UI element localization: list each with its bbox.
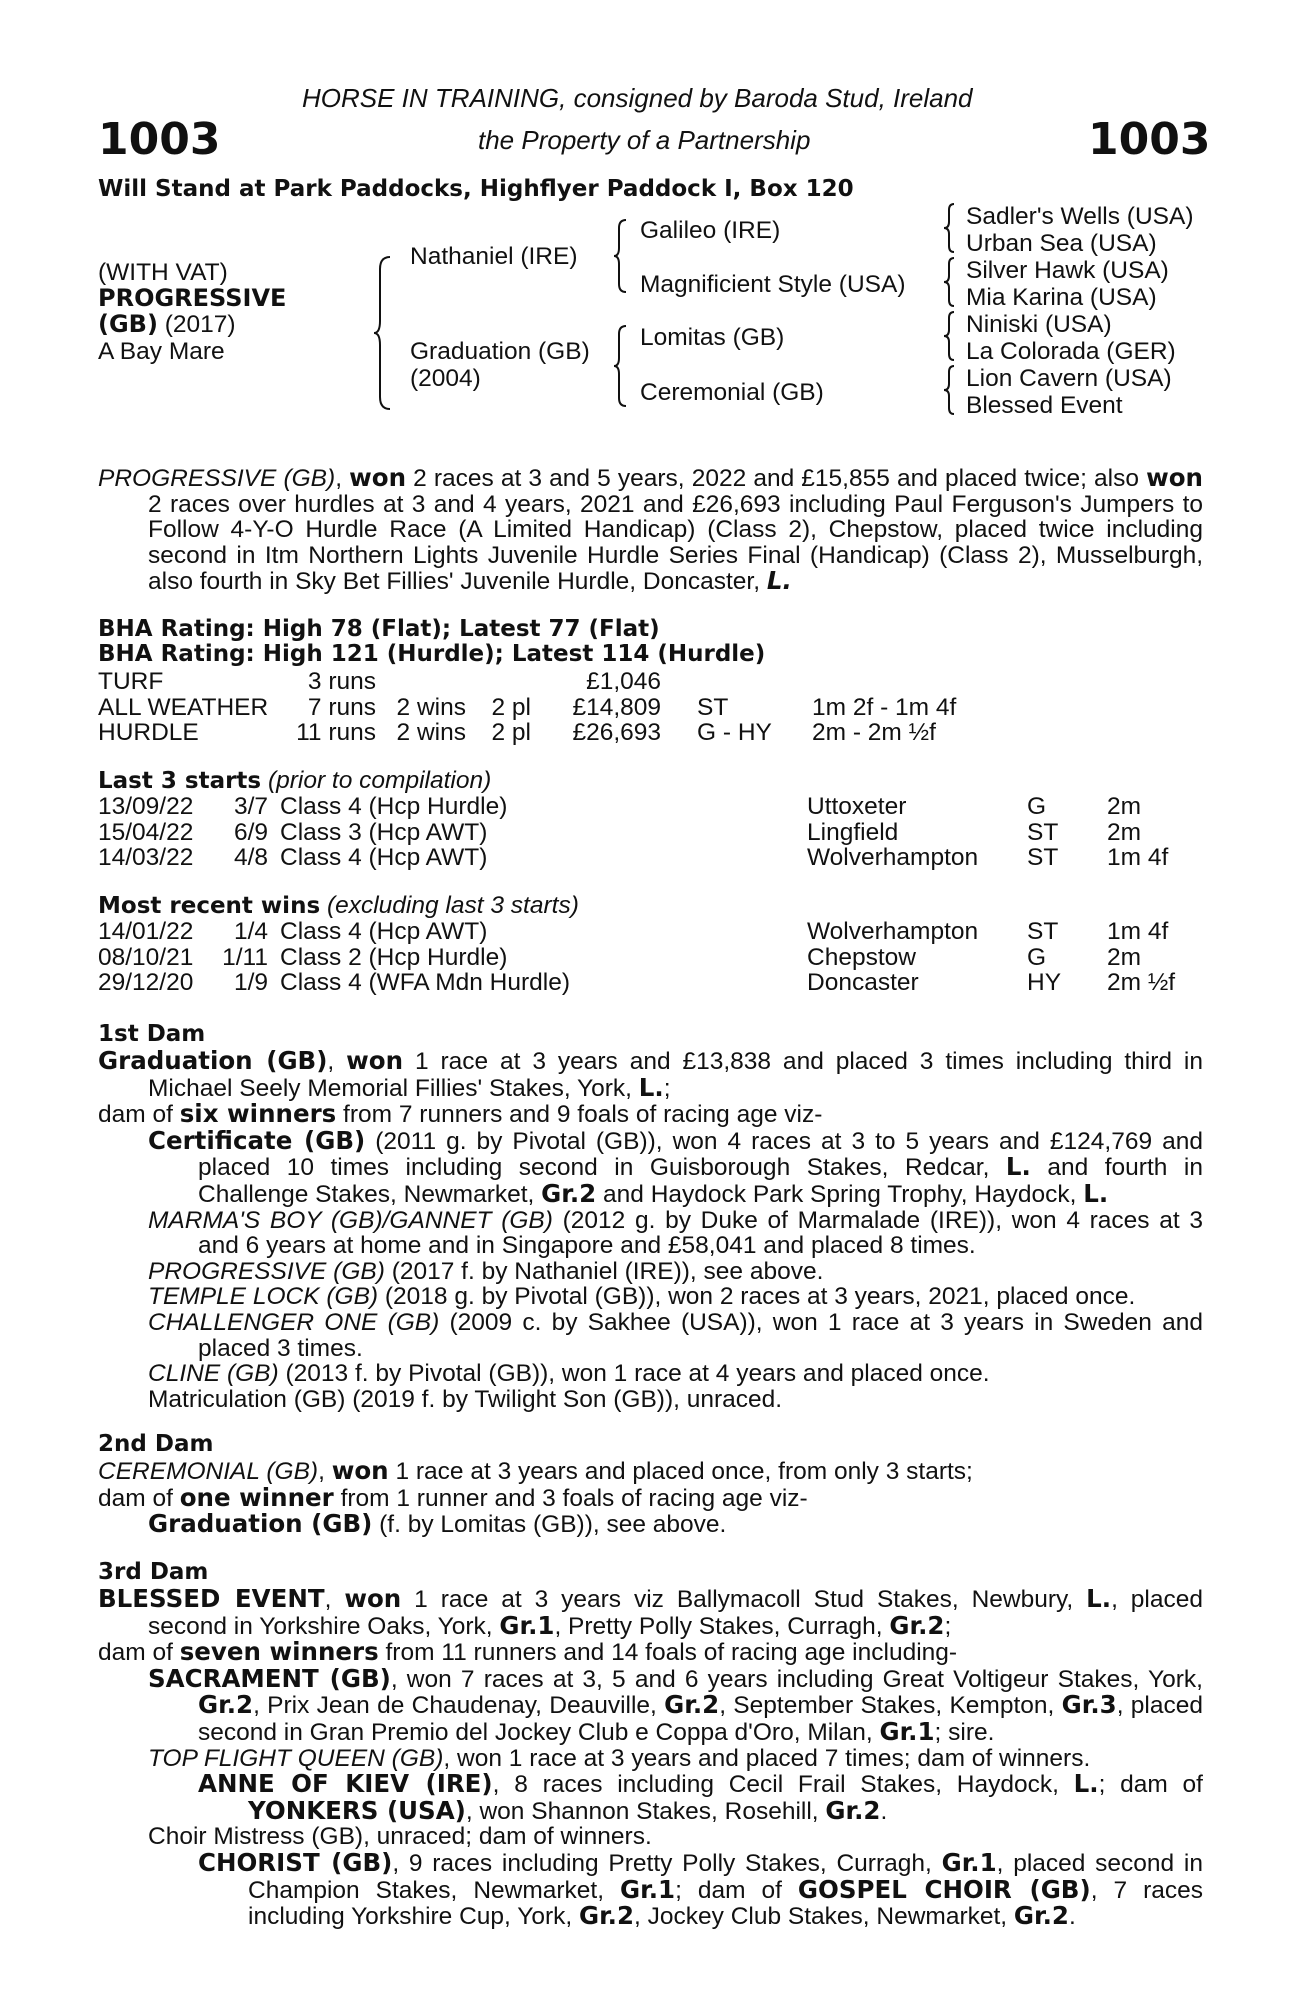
horse-year: (2017) xyxy=(164,311,236,338)
pedigree-dam-sire: Lomitas (GB) xyxy=(640,324,785,351)
ratings-row-going xyxy=(661,669,812,695)
pedigree-brace-ds xyxy=(942,310,956,362)
ratings-row-surface: ALL WEATHER xyxy=(98,693,269,721)
recent-row-course: Wolverhampton xyxy=(807,918,979,945)
recent-row-course: Chepstow xyxy=(807,943,916,971)
header-line-2: the Property of a Partnership xyxy=(478,125,811,155)
ratings-row-prize: £14,809 xyxy=(572,693,661,721)
ratings-stats-table xyxy=(98,669,1012,746)
recent-row-date: 29/12/20 xyxy=(98,969,194,997)
dam1-produce-intro: dam of six winners from 7 runners and 9 foals of racing age viz- xyxy=(98,1099,823,1129)
pedigree-sds: Silver Hawk (USA) xyxy=(966,257,1169,284)
ratings-row-runs: 3 runs xyxy=(307,668,376,695)
ratings-row xyxy=(98,695,1012,721)
recent-row-going: ST xyxy=(1027,918,1059,945)
last3-row-dist: 2m xyxy=(1107,818,1142,846)
pedigree-dam: Graduation (GB) xyxy=(410,338,590,365)
ratings-row-placed xyxy=(466,669,531,695)
dam1-won: won xyxy=(346,1046,404,1075)
pedigree-sdd: Mia Karina (USA) xyxy=(966,284,1157,311)
pedigree-dds: Lion Cavern (USA) xyxy=(966,365,1172,392)
dam3-grandfoal-chorist: CHORIST (GB), 9 races including Pretty Polly Stakes, Curragh, Gr.1, placed second in Champion Stakes, Newmarket, Gr.1; dam of GOSPEL CHOIR (GB), 7 races including Yorkshire Cup, York, Gr.2, Jockey Club Stakes, Newmarket, Gr.2. xyxy=(198,1847,1203,1931)
ratings-row-going: ST xyxy=(697,693,729,721)
dam1-foal-temple-lock: TEMPLE LOCK (GB) (2018 g. by Pivotal (GB)), won 2 races at 3 years, 2021, placed once. xyxy=(148,1283,1136,1311)
last3-row-pos: 3/7 xyxy=(233,793,268,820)
recent-row-dist: 1m 4f xyxy=(1107,918,1169,945)
ratings-row-distance xyxy=(812,669,1012,695)
pedigree-sire: Nathaniel (IRE) xyxy=(410,243,578,270)
recent-row-date: 14/01/22 xyxy=(98,918,194,945)
pedigree-brace-sire xyxy=(612,218,628,294)
ratings-row-runs: 11 runs xyxy=(296,719,376,747)
summary-text-2: 2 races over hurdles at 3 and 4 years, 2021 and £26,693 including Paul Ferguson's Jumpers to Follow 4-Y-O Hurdle Race (A Limited Handicap) (Class 2), Chepstow, placed twice including second in Itm Northern Lights Juvenile Hurdle Series Final (Handicap) (Class 2), Musselburgh, also fourth in Sky Bet Fillies' Juvenile Hurdle, Doncaster, xyxy=(148,490,1203,596)
dam3-record: BLESSED EVENT, won 1 race at 3 years viz Ballymacoll Stud Stakes, Newbury, L., placed second in Yorkshire Oaks, York, Gr.1, Pretty Polly Stakes, Curragh, Gr.2; xyxy=(98,1584,1203,1640)
dam1-foal-marmas-boy: MARMA'S BOY (GB)/GANNET (GB) (2012 g. by Duke of Marmalade (IRE)), won 4 races at 3 and 6 years at home and in Singapore and £58,041 and placed 8 times. xyxy=(148,1206,1203,1260)
recent-row-race: Class 2 (Hcp Hurdle) xyxy=(280,943,508,971)
pedigree-dss: Niniski (USA) xyxy=(966,311,1112,338)
last3-row-going: ST xyxy=(1027,844,1059,872)
summary-text-1: 2 races at 3 and 5 years, 2022 and £15,855 and placed twice; also xyxy=(406,465,1147,492)
pedigree-brace-dam xyxy=(612,324,628,408)
recent-row-pos: 1/11 xyxy=(222,943,268,971)
pedigree-sss: Sadler's Wells (USA) xyxy=(966,203,1194,230)
ratings-row-prize: £26,693 xyxy=(572,719,661,747)
ratings-row-surface: HURDLE xyxy=(98,719,199,747)
dam3-grandfoal-anne-of-kiev: ANNE OF KIEV (IRE), 8 races including Cecil Frail Stakes, Haydock, L.; dam of YONKERS (USA), won Shannon Stakes, Rosehill, Gr.2. xyxy=(198,1769,1203,1825)
last3-row-course: Wolverhampton xyxy=(807,844,979,872)
horse-name: PROGRESSIVE xyxy=(98,284,287,312)
dam1-foal-progressive: PROGRESSIVE (GB) (2017 f. by Nathaniel (IRE)), see above. xyxy=(148,1257,824,1285)
last3-note: (prior to compilation) xyxy=(267,767,492,794)
ratings-row-runs: 7 runs xyxy=(307,693,376,721)
summary-won-2: won xyxy=(1146,463,1203,492)
last3-row-going: G xyxy=(1027,793,1047,820)
recent-row-dist: 2m ½f xyxy=(1107,969,1176,997)
recent-row xyxy=(98,945,1217,971)
ratings-row-surface: TURF xyxy=(98,668,164,695)
last3-row-going: ST xyxy=(1027,818,1059,846)
horse-description: A Bay Mare xyxy=(98,338,225,365)
stand-location: Will Stand at Park Paddocks, Highflyer Paddock I, Box 120 xyxy=(98,176,854,202)
last3-table xyxy=(98,794,1217,871)
recent-row-date: 08/10/21 xyxy=(98,943,194,971)
dam1-foal-matriculation: Matriculation (GB) (2019 f. by Twilight Son (GB)), unraced. xyxy=(148,1385,783,1413)
last3-row-date: 15/04/22 xyxy=(98,818,194,846)
recent-heading xyxy=(98,893,579,920)
dam1-foal-challenger-one: CHALLENGER ONE (GB) (2009 c. by Sakhee (USA)), won 1 race at 3 years in Sweden and placed 3 times. xyxy=(148,1308,1203,1362)
dam3-foal-sacrament: SACRAMENT (GB), won 7 races at 3, 5 and 6 years including Great Voltigeur Stakes, York, Gr.2, Prix Jean de Chaudenay, Deauville, Gr.2, September Stakes, Kempton, Gr.3, placed second in Gran Premio del Jockey Club e Coppa d'Oro, Milan, Gr.1; sire. xyxy=(148,1663,1204,1746)
recent-row-race: Class 4 (Hcp AWT) xyxy=(280,918,488,945)
last3-row xyxy=(98,845,1217,871)
pedigree-brace-dd xyxy=(942,364,956,416)
last3-row-race: Class 4 (Hcp AWT) xyxy=(280,844,488,872)
summary-horse-name: PROGRESSIVE (GB) xyxy=(98,465,336,492)
ratings-table xyxy=(98,669,1012,746)
race-summary xyxy=(98,465,1203,595)
summary-listed-mark: L. xyxy=(766,566,792,596)
horse-country: (GB) xyxy=(98,310,158,338)
last3-row-pos: 6/9 xyxy=(233,818,268,846)
recent-row-going: G xyxy=(1027,943,1047,971)
last3-row-course: Lingfield xyxy=(807,818,899,846)
header-line-1: HORSE IN TRAINING, consigned by Baroda Stud, Ireland xyxy=(302,83,973,113)
summary-won-1: won xyxy=(349,463,407,492)
dam1-record: Graduation (GB), won 1 race at 3 years and £13,838 and placed 3 times including third in Michael Seely Memorial Fillies' Stakes, York, L.; xyxy=(98,1046,1203,1102)
ratings-row-wins: 2 wins xyxy=(396,693,466,721)
dam3-section xyxy=(98,1586,1203,1930)
recent-row xyxy=(98,970,1217,996)
ratings-row xyxy=(98,669,1012,695)
recent-row-pos: 1/9 xyxy=(233,969,268,997)
pedigree-brace-ss xyxy=(942,202,956,254)
ratings-row-going: G - HY xyxy=(697,719,772,747)
pedigree-dam-year: (2004) xyxy=(410,365,481,392)
lot-number-left: 1003 xyxy=(98,114,221,165)
recent-row-dist: 2m xyxy=(1107,943,1142,971)
last3-row-dist: 1m 4f xyxy=(1107,844,1169,872)
dam1-foal-cline: CLINE (GB) (2013 f. by Pivotal (GB)), won 1 race at 4 years and placed once. xyxy=(148,1360,990,1388)
last3-row xyxy=(98,820,1217,846)
pedigree-brace-sd xyxy=(942,256,956,308)
dam2-heading: 2nd Dam xyxy=(98,1431,214,1457)
dam3-heading: 3rd Dam xyxy=(98,1559,209,1585)
horse-origin xyxy=(98,312,236,338)
recent-row-going: HY xyxy=(1027,969,1062,997)
ratings-row-prize: £1,046 xyxy=(586,668,661,695)
dam1-heading: 1st Dam xyxy=(98,1021,206,1047)
ratings-row-distance: 2m - 2m ½f xyxy=(812,719,936,747)
recent-row-course: Doncaster xyxy=(807,969,919,997)
dam2-record: CEREMONIAL (GB), won 1 race at 3 years and placed once, from only 3 starts; xyxy=(98,1456,973,1485)
dam3-foal-top-flight-queen: TOP FLIGHT QUEEN (GB), won 1 race at 3 years and placed 7 times; dam of winners. xyxy=(148,1744,1091,1772)
dam3-produce-intro: dam of seven winners from 11 runners and 14 foals of racing age including- xyxy=(98,1637,958,1667)
pedigree-dsd: La Colorada (GER) xyxy=(966,338,1176,365)
last3-row-date: 14/03/22 xyxy=(98,844,194,872)
pedigree-brace-main xyxy=(372,255,392,411)
recent-row-race: Class 4 (WFA Mdn Hurdle) xyxy=(280,969,570,997)
recent-row-pos: 1/4 xyxy=(233,918,268,945)
dam2-section xyxy=(98,1458,1203,1538)
recent-row xyxy=(98,919,1217,945)
last3-row-race: Class 3 (Hcp AWT) xyxy=(280,818,488,846)
ratings-row xyxy=(98,720,1012,746)
bha-rating-flat: BHA Rating: High 78 (Flat); Latest 77 (Flat) xyxy=(98,616,660,642)
recent-note: (excluding last 3 starts) xyxy=(326,892,579,919)
last3-row-course: Uttoxeter xyxy=(807,793,907,820)
summary-comma: , xyxy=(335,465,342,492)
last3-title: Last 3 starts xyxy=(98,768,262,794)
dam1-section xyxy=(98,1048,1203,1412)
ratings-row-wins xyxy=(376,669,466,695)
ratings-row-wins: 2 wins xyxy=(396,719,466,747)
ratings-row-distance: 1m 2f - 1m 4f xyxy=(812,693,957,721)
dam1-foal-certificate: Certificate (GB) (2011 g. by Pivotal (GB)), won 4 races at 3 to 5 years and £124,769 and placed 10 times including second in Guisborough Stakes, Redcar, L. and fourth in Challenge Stakes, Newmarket, Gr.2 and Haydock Park Spring Trophy, Haydock, L. xyxy=(148,1125,1203,1208)
dam2-produce-intro: dam of one winner from 1 runner and 3 foals of racing age viz- xyxy=(98,1482,808,1512)
dam2-foal-graduation: Graduation (GB) (f. by Lomitas (GB)), see above. xyxy=(148,1509,727,1539)
last3-row xyxy=(98,794,1217,820)
last3-row-pos: 4/8 xyxy=(233,844,268,872)
lot-number-right: 1003 xyxy=(1088,114,1211,165)
pedigree-ddd: Blessed Event xyxy=(966,392,1123,419)
pedigree-sire-sire: Galileo (IRE) xyxy=(640,217,781,244)
recent-title: Most recent wins xyxy=(98,893,321,919)
last3-row-race: Class 4 (Hcp Hurdle) xyxy=(280,793,508,820)
bha-rating-hurdle: BHA Rating: High 121 (Hurdle); Latest 114 (Hurdle) xyxy=(98,641,766,667)
pedigree-ssd: Urban Sea (USA) xyxy=(966,230,1157,257)
last3-heading xyxy=(98,768,491,795)
pedigree-dam-dam: Ceremonial (GB) xyxy=(640,379,824,406)
ratings-row-placed: 2 pl xyxy=(491,693,531,721)
pedigree-sire-dam: Magnificient Style (USA) xyxy=(640,271,906,298)
recent-table xyxy=(98,919,1217,996)
last3-row-dist: 2m xyxy=(1107,793,1142,820)
dam3-foal-choir-mistress: Choir Mistress (GB), unraced; dam of winners. xyxy=(148,1823,652,1851)
vat-status: (WITH VAT) xyxy=(98,259,228,286)
ratings-row-placed: 2 pl xyxy=(491,719,531,747)
last3-row-date: 13/09/22 xyxy=(98,793,194,820)
dam1-name: Graduation (GB) xyxy=(98,1046,328,1075)
